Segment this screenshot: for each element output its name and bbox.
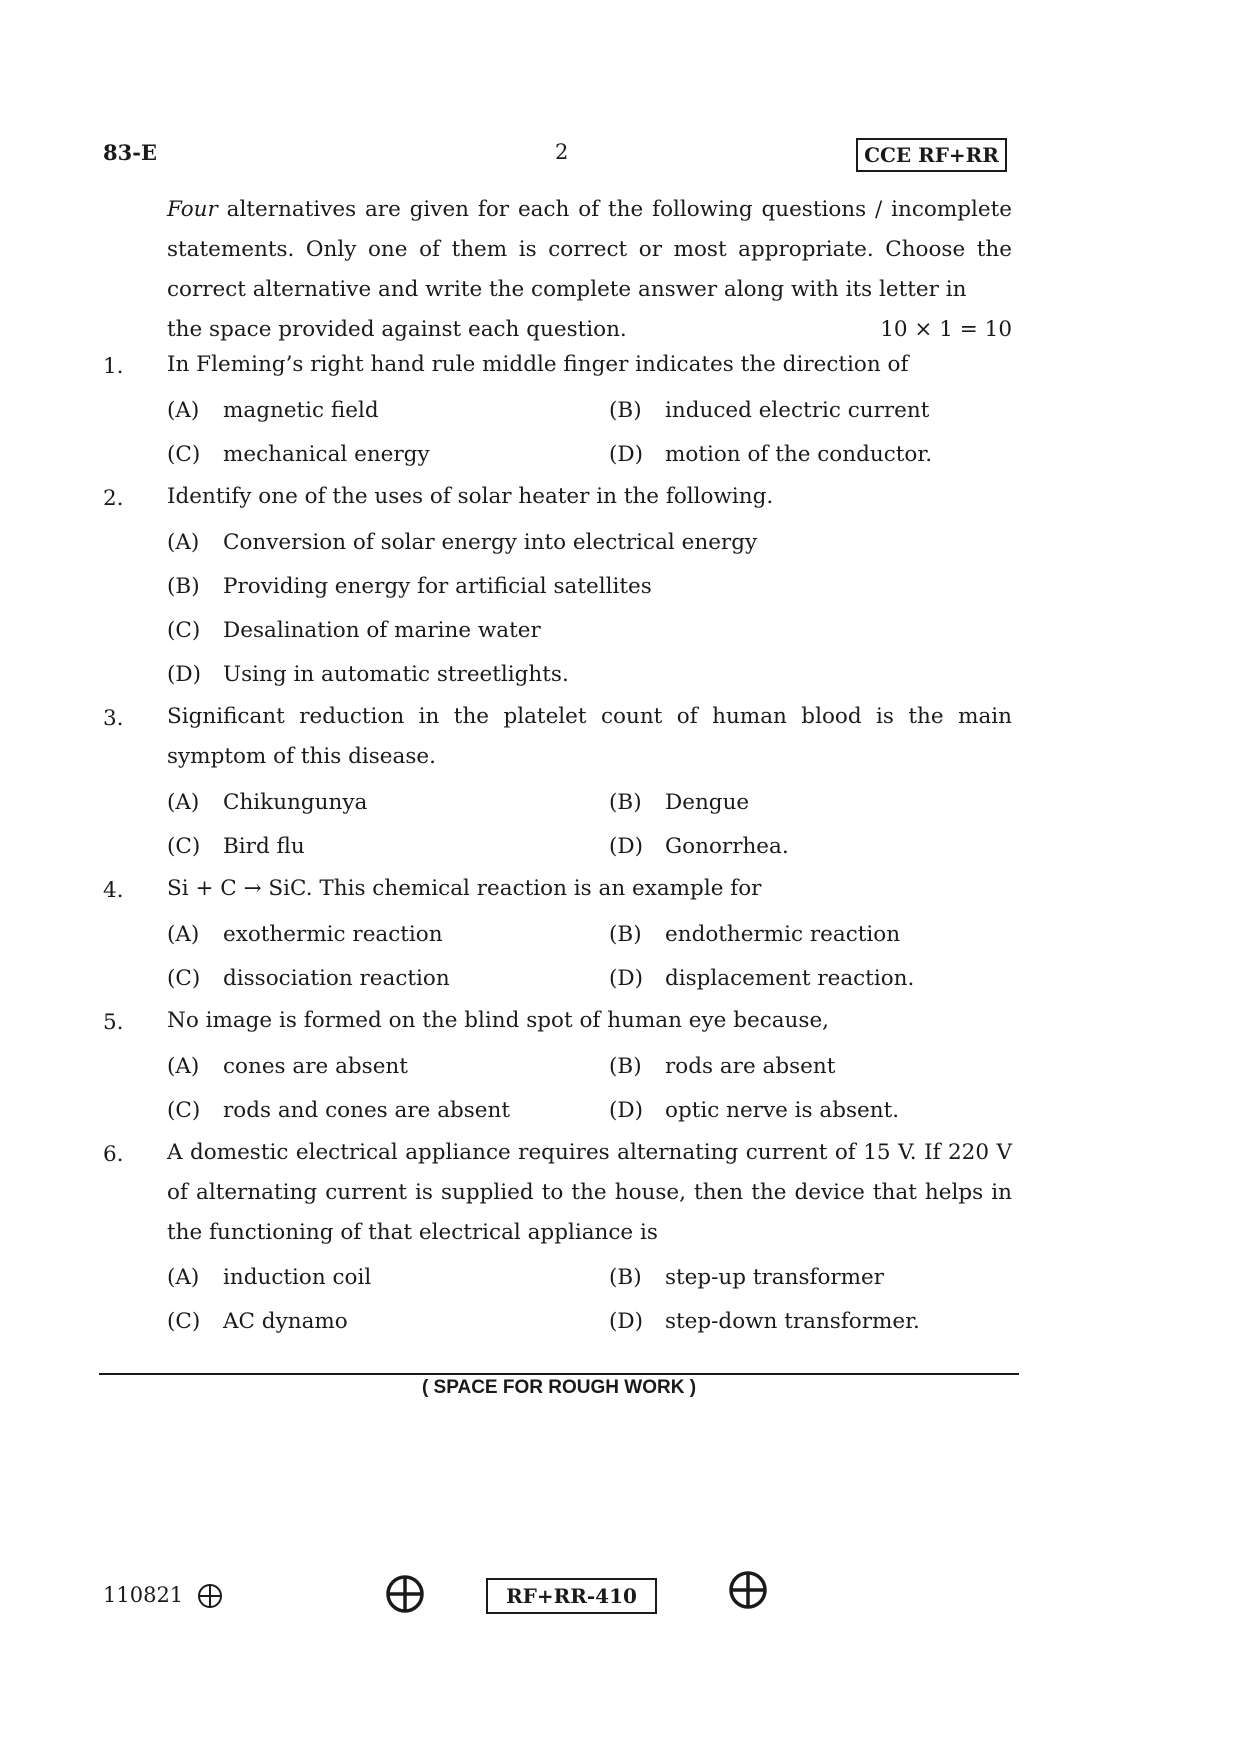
option — [167, 574, 652, 599]
question-text: Si + C → SiC. This chemical reaction is an example for — [167, 876, 762, 901]
option-letter: (C) — [167, 1098, 201, 1123]
option-letter: (B) — [609, 1265, 642, 1290]
option-text: Using in automatic streetlights. — [223, 662, 569, 687]
option-text: Providing energy for artificial satellites — [223, 574, 652, 599]
option — [167, 1309, 348, 1334]
option-text: motion of the conductor. — [665, 442, 933, 467]
option-text: displacement reaction. — [665, 966, 915, 991]
divider — [99, 1373, 1019, 1375]
question-number: 6. — [103, 1142, 124, 1167]
option-letter: (D) — [609, 834, 644, 859]
option-text: Chikungunya — [223, 790, 368, 815]
option-letter: (A) — [167, 530, 200, 555]
option-text: exothermic reaction — [223, 922, 443, 947]
option-letter: (B) — [609, 922, 642, 947]
option-text: dissociation reaction — [223, 966, 450, 991]
question-text: In Fleming’s right hand rule middle finger indicates the direction of — [167, 352, 909, 377]
serial-number: 110821 — [103, 1583, 184, 1607]
instructions — [167, 190, 1012, 350]
option-text: induction coil — [223, 1265, 372, 1290]
marks-allocation: 10 × 1 = 10 — [880, 317, 1012, 342]
question-text: A domestic electrical appliance requires alternating current of 15 V. If 220 V of alternating current is supplied to the house, then the device that helps in the functioning of that electrical appliance is — [167, 1140, 1012, 1245]
option-text: endothermic reaction — [665, 922, 901, 947]
page-number: 2 — [555, 140, 569, 164]
option — [609, 1265, 884, 1290]
option — [609, 1098, 899, 1123]
option — [609, 790, 749, 815]
option-letter: (D) — [609, 1309, 644, 1334]
option-letter: (A) — [167, 1054, 200, 1079]
option-letter: (C) — [167, 966, 201, 991]
question-text: No image is formed on the blind spot of human eye because, — [167, 1008, 829, 1033]
paper-code: 83-E — [103, 140, 157, 165]
option-text: magnetic field — [223, 398, 379, 423]
question-text: Significant reduction in the platelet count of human blood is the main symptom of this disease. — [167, 704, 1012, 769]
option-letter: (C) — [167, 834, 201, 859]
question-number: 5. — [103, 1010, 124, 1035]
option-letter: (C) — [167, 442, 201, 467]
option-letter: (D) — [167, 662, 202, 687]
option — [167, 1265, 371, 1290]
option-letter: (C) — [167, 1309, 201, 1334]
option-letter: (B) — [609, 790, 642, 815]
option — [609, 966, 914, 991]
option — [609, 442, 932, 467]
option-letter: (A) — [167, 922, 200, 947]
option-text: Dengue — [665, 790, 750, 815]
question-number: 2. — [103, 486, 124, 511]
option-letter: (B) — [167, 574, 200, 599]
option — [167, 834, 305, 859]
option — [167, 966, 450, 991]
instructions-lead-word: Four — [167, 197, 218, 222]
option-text: Gonorrhea. — [665, 834, 789, 859]
option — [167, 530, 757, 555]
question-text: Identify one of the uses of solar heater in the following. — [167, 484, 774, 509]
option-text: cones are absent — [223, 1054, 408, 1079]
option-text: AC dynamo — [223, 1309, 348, 1334]
option — [609, 1054, 835, 1079]
option-text: rods are absent — [665, 1054, 836, 1079]
registration-mark-icon — [196, 1582, 224, 1610]
option-text: mechanical energy — [223, 442, 430, 467]
option-letter: (D) — [609, 442, 644, 467]
option-letter: (A) — [167, 790, 200, 815]
option — [167, 398, 379, 423]
question-number: 3. — [103, 706, 124, 731]
paper-code-box: RF+RR-410 — [486, 1578, 657, 1614]
option-letter: (A) — [167, 398, 200, 423]
option-letter: (B) — [609, 1054, 642, 1079]
rough-work-label: ( SPACE FOR ROUGH WORK ) — [421, 1377, 697, 1398]
option-text: optic nerve is absent. — [665, 1098, 900, 1123]
option — [167, 618, 541, 643]
instructions-last-line-text: the space provided against each question. — [167, 317, 627, 342]
option-text: step-down transformer. — [665, 1309, 920, 1334]
instructions-last-line — [167, 310, 1012, 350]
option-letter: (D) — [609, 1098, 644, 1123]
option — [167, 1098, 510, 1123]
registration-mark-icon — [385, 1574, 425, 1614]
option-text: Bird flu — [223, 834, 305, 859]
option-text: rods and cones are absent — [223, 1098, 511, 1123]
option — [609, 922, 900, 947]
option — [609, 398, 929, 423]
option-letter: (D) — [609, 966, 644, 991]
question-number: 1. — [103, 354, 124, 379]
option-letter: (C) — [167, 618, 201, 643]
option — [167, 790, 367, 815]
option-text: Desalination of marine water — [223, 618, 541, 643]
question-number: 4. — [103, 878, 124, 903]
option — [167, 442, 430, 467]
option-letter: (B) — [609, 398, 642, 423]
registration-mark-icon — [728, 1570, 768, 1610]
series-label: CCE RF+RR — [856, 138, 1007, 172]
option — [609, 834, 789, 859]
option-text: induced electric current — [665, 398, 930, 423]
option — [167, 662, 569, 687]
option-text: Conversion of solar energy into electrical energy — [223, 530, 758, 555]
option — [609, 1309, 920, 1334]
option — [167, 1054, 408, 1079]
option-letter: (A) — [167, 1265, 200, 1290]
option — [167, 922, 443, 947]
option-text: step-up transformer — [665, 1265, 885, 1290]
instructions-body: alternatives are given for each of the following questions / incomplete statements. Only one of them is correct or most appropriate. Choose the correct alternative and write the complete answer along with its letter in — [167, 197, 1012, 302]
